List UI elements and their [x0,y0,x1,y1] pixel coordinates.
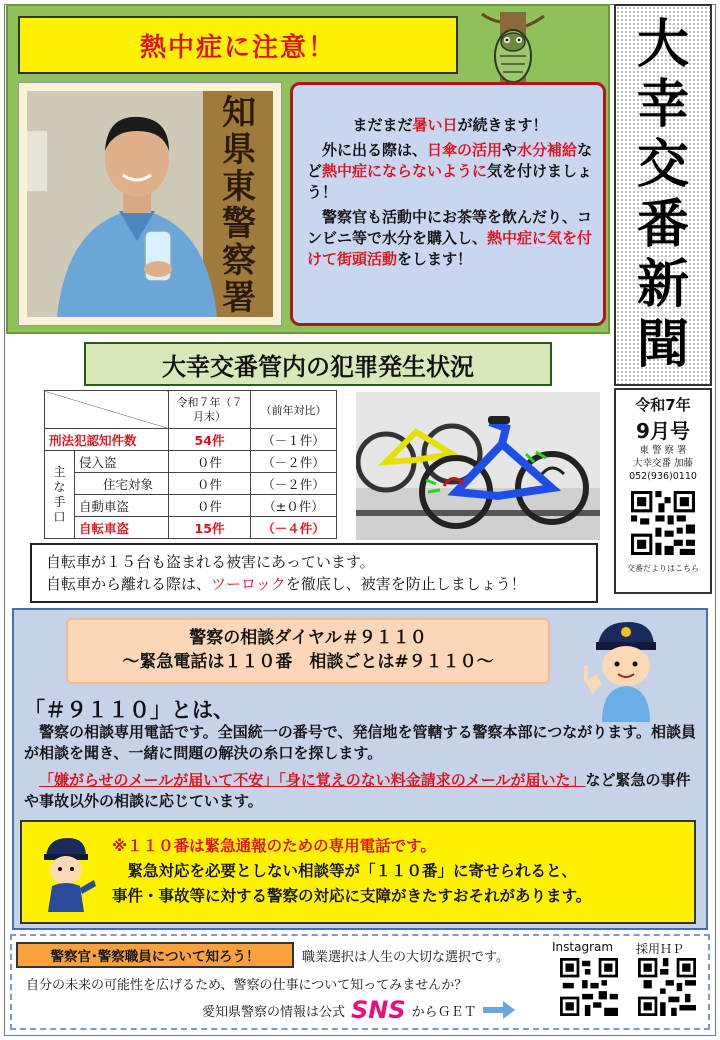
masthead-char: 番 [636,194,689,255]
banner-line2: ～緊急電話は１１０番 相談ごとは#９１１０～ [122,652,494,672]
about-p2 [24,770,700,812]
warn-line3: 事件・事故等に対する警察の対応に支障がきたすおそれがあります。 [112,887,592,905]
message-text: 警察官も活動中にお茶等を飲んだり、コンビニ等で水分を購入し、 [307,208,593,247]
message-red: 水分補給 [517,141,578,159]
message-p2 [307,140,593,203]
message-red: 暑い日 [412,116,458,134]
message-text: 外に出る際は、 [322,141,428,159]
message-text: まだまだ [352,116,413,134]
banner-line1: 警察の相談ダイヤル＃９１１０ [189,628,427,648]
instagram-label: Instagram [552,940,614,954]
crime-section-title: 大幸交番管内の犯罪発生状況 [84,342,552,386]
row-label: 侵入盗 [75,451,169,473]
message-p3 [307,207,593,270]
masthead-title [614,4,712,386]
message-text: が続きます！ [457,116,548,134]
headline: 熱中症に注意！ [139,32,336,63]
headline-box [18,16,458,74]
consultation-dial-section [12,608,708,930]
row-label: 自転車盗 [75,517,169,539]
example-quote: 「嫌がらせのメールが届いて不安」 [39,771,279,789]
message-p1 [307,115,593,136]
side-label: 主な手口 [45,451,75,539]
message-text: 気を付けましょう！ [307,162,593,201]
issue-koban: 大幸交番 加藤 [632,458,694,469]
sns-logo: SNS [351,996,406,1024]
pointing-police-officer-icon [580,618,670,722]
sns-text-b: からＧＥＴ [411,1004,477,1020]
recruit-hp-qr-code-icon[interactable] [638,958,696,1016]
row-value: ０件 [169,451,251,473]
total-label: 刑法犯認知件数 [45,429,169,451]
table-row [45,473,337,495]
total-value: 54件 [169,429,251,451]
newsletter-qr-code-icon[interactable] [631,491,695,555]
table-row [45,517,337,539]
issue-info [614,388,712,594]
crime-table [44,390,337,539]
heatstroke-section [6,4,610,334]
dial-banner [68,620,548,682]
officer-photo [27,91,273,317]
sns-line [202,996,515,1024]
about-9110-body [24,722,700,818]
row-label: 住宅対象 [75,473,169,495]
officer-photo-frame [18,82,282,326]
instagram-qr-code-icon[interactable] [560,958,618,1016]
notice-text: を徹底し、被害を防止しましょう！ [285,575,526,593]
message-red: 熱中症に気を付けて街頭活動 [307,229,593,268]
recruit-text1: 職業選択は人生の大切な選択です。 [302,950,509,965]
example-quote: 「身に覚えのない料金請求のメールが届いた」 [278,771,586,789]
row-diff: （－２件） [251,473,337,495]
masthead-char: 大 [636,14,689,75]
masthead-char: 交 [636,134,689,195]
row-diff: （－２件） [251,451,337,473]
recruit-text2: 自分の未来の可能性を広げるため、警察の仕事について知ってみませんか？ [26,978,468,993]
table-row [45,429,337,451]
message-text: や [502,141,518,159]
notice-line1: 自転車が１５台も盗まれる被害にあっています。 [46,553,375,571]
bike-theft-notice [30,543,598,603]
masthead-char: 新 [636,254,689,315]
warn-line2: 緊急対応を必要としない相談等が「１１０番」に寄せられると、 [127,862,578,880]
table-header-row [45,391,337,429]
arrow-right-icon [483,1001,515,1019]
table-row [45,451,337,473]
about-text: など緊急の事件や事故以外の相談に応じています。 [24,771,691,810]
row-label: 自動車盗 [75,495,169,517]
message-text: をします！ [397,250,473,268]
message-red: 日傘の活用 [427,141,503,159]
photo-sign-text: 知県東警察署 [222,93,256,317]
notice-red: ツーロック [211,575,286,593]
masthead-char: 幸 [636,74,689,135]
sns-text-a: 愛知県警察の情報は公式 [202,1004,346,1020]
message-red: 熱中症にならないように [322,162,488,180]
total-diff: （－１件） [251,429,337,451]
bicycles-two-lock-illustration [356,392,600,540]
recruitment-section [10,934,710,1030]
header-compare: （前年対比） [251,391,337,429]
issue-era: 令和7年 [635,396,691,414]
issue-station: 東 警 察 署 [639,445,687,456]
row-diff: （－４件） [251,517,337,539]
header-current: 令和７年（７月末） [169,391,251,429]
row-value: ０件 [169,495,251,517]
row-value: ０件 [169,473,251,495]
know-police-button[interactable]: 警察官･警察職員について知ろう！ [16,942,294,968]
row-value: 15件 [169,517,251,539]
emergency-warning-box [20,820,696,924]
issue-month: 9月号 [636,419,690,443]
masthead-char: 聞 [636,314,689,375]
table-corner-cell [45,391,169,429]
notice-text: 自転車から離れる際は、 [46,575,212,593]
issue-phone: 052(936)0110 [629,471,697,482]
heatstroke-message [290,82,606,326]
about-9110-title: 「＃９１１０」とは、 [24,698,234,722]
warn-line1: ※１１０番は緊急通報のための専用電話です。 [112,837,436,855]
running-police-officer-icon [34,836,98,912]
about-p1: 警察の相談専用電話です。全国統一の番号で、発信地を管轄する警察本部につながります。相談員が相談を聞き、一緒に問題の解決の糸口を探します。 [24,723,697,762]
qr-caption: 交番だよりはこちら [627,564,699,573]
row-diff: （±０件） [251,495,337,517]
notice-line2 [46,573,582,595]
table-row [45,495,337,517]
recruit-hp-label: 採用ＨＰ [636,942,685,956]
message-text: など [307,141,593,180]
